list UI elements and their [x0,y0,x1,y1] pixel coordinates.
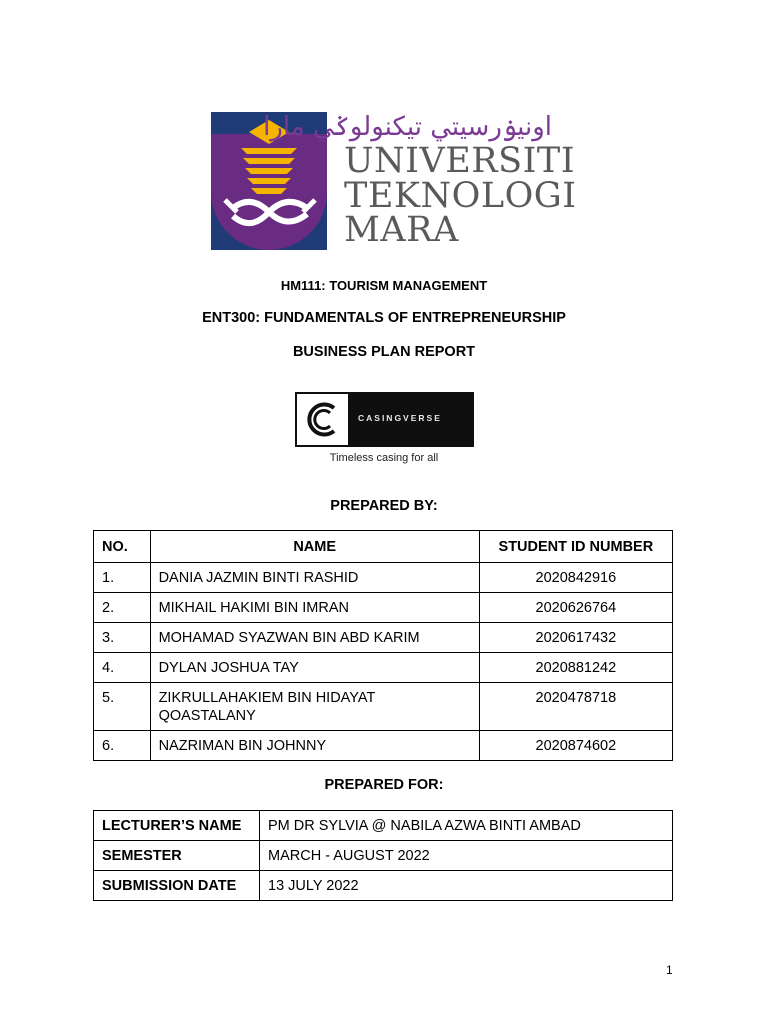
prepared-for-table [93,810,673,901]
brand-name: CASINGVERSE [358,413,442,423]
table-row [94,653,673,683]
page-number: 1 [666,963,673,977]
table-row [94,841,673,871]
column-header-no: NO. [94,531,151,563]
student-id: 2020842916 [479,563,672,593]
prepared-for-heading: PREPARED FOR: [324,777,444,793]
prepared-by-heading: PREPARED BY: [330,498,438,514]
row-number: 1. [94,563,151,593]
student-name: DYLAN JOSHUA TAY [150,653,479,683]
report-type-heading: BUSINESS PLAN REPORT [292,344,476,360]
university-name [344,141,577,250]
student-name: MOHAMAD SYAZWAN BIN ABD KARIM [150,623,479,653]
student-id: 2020617432 [479,623,672,653]
lecturer-label: LECTURER’S NAME [94,811,260,841]
row-number: 5. [94,683,151,731]
table-row [94,683,673,731]
student-id: 2020881242 [479,653,672,683]
submission-date-value: 13 JULY 2022 [260,871,673,901]
table-row [94,563,673,593]
table-header-row [94,531,673,563]
brand-logo [295,392,474,447]
table-row [94,871,673,901]
jawi-university-name: اونيۏرسيتي تيکنولوݢي مارا [263,112,552,142]
student-name: NAZRIMAN BIN JOHNNY [150,731,479,761]
brand-c-icon [297,394,348,445]
table-row [94,593,673,623]
programme-heading: HM111: TOURISM MANAGEMENT [280,278,488,293]
semester-label: SEMESTER [94,841,260,871]
column-header-name: NAME [150,531,479,563]
table-row [94,811,673,841]
student-name: ZIKRULLAHAKIEM BIN HIDAYAT QOASTALANY [150,683,479,731]
students-table [93,530,673,761]
university-name-line-1: UNIVERSITI [344,141,576,181]
student-name: DANIA JAZMIN BINTI RASHID [150,563,479,593]
brand-tagline: Timeless casing for all [329,452,439,464]
student-id: 2020478718 [479,683,672,731]
student-id: 2020626764 [479,593,672,623]
table-row [94,623,673,653]
submission-date-label: SUBMISSION DATE [94,871,260,901]
row-number: 4. [94,653,151,683]
uitm-logo [211,112,577,252]
column-header-student-id: STUDENT ID NUMBER [479,531,672,563]
row-number: 6. [94,731,151,761]
university-name-line-2: TEKNOLOGI [344,175,577,216]
lecturer-value: PM DR SYLVIA @ NABILA AZWA BINTI AMBAD [260,811,673,841]
course-heading: ENT300: FUNDAMENTALS OF ENTREPRENEURSHIP [202,310,566,326]
student-name: MIKHAIL HAKIMI BIN IMRAN [150,593,479,623]
row-number: 2. [94,593,151,623]
university-name-line-3: MARA [344,210,459,250]
row-number: 3. [94,623,151,653]
semester-value: MARCH - AUGUST 2022 [260,841,673,871]
student-id: 2020874602 [479,731,672,761]
table-row [94,731,673,761]
